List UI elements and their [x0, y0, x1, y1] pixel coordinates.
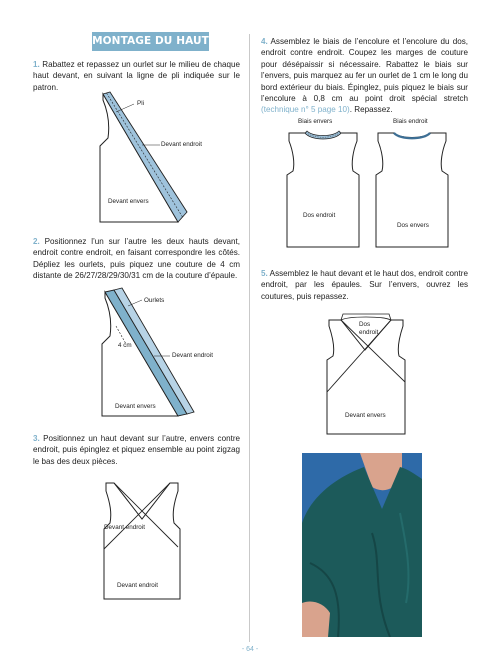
step-4-text: 4. Assemblez le biais de l’encolure et l’encolure du dos, endroit contre endroit. Coupez les marges de couture pour désépaissir si nécessaire. Rabattez le biais sur l’envers, puis marquez au fer un ourlet de 1 cm le long du bord extérieur du biais. Épinglez, puis piquez le biais sur l’encolure à 0,8 cm au point droit spécial stretch (technique n° 5 page 10). Repassez.	[261, 37, 469, 115]
label-devant-envers: Devant envers	[115, 403, 156, 410]
column-divider	[249, 34, 250, 642]
step-2-diagram	[92, 286, 242, 421]
label-dos-envers: Dos envers	[397, 222, 429, 229]
step-2-text: 2. Positionnez l’un sur l’autre les deux hauts devant, endroit contre endroit, en faisant correspondre les côtés. Dépliez les ourlets, puis piquez une couture de 4 cm distante de 26/27/28/29/30/31 cm de la couture d’épaule.	[33, 237, 241, 281]
step-4-number: 4.	[261, 37, 268, 46]
step-3-text: 3. Positionnez un haut devant sur l’autre, envers contre endroit, puis épinglez et piquez ensemble au point zigzag le bas des deux pièces.	[33, 434, 241, 466]
label-devant-envers: Devant envers	[345, 412, 386, 419]
label-biais-endroit: Biais endroit	[393, 118, 428, 125]
step-3-number: 3.	[33, 434, 40, 443]
label-devant-endroit: Devant endroit	[161, 141, 202, 148]
label-devant-endroit-a: Devant endroit	[104, 524, 145, 531]
model-photo-illustration	[302, 453, 422, 637]
label-dos-endroit: Dos endroit	[359, 321, 379, 336]
label-devant-endroit-b: Devant endroit	[117, 582, 158, 589]
model-photo	[302, 453, 422, 637]
step-1-text: 1. Rabattez et repassez un ourlet sur le milieu de chaque haut devant, en suivant la ligne de pli indiquée sur le patron.	[33, 60, 241, 92]
label-devant-envers: Devant envers	[108, 198, 149, 205]
step-2-number: 2.	[33, 237, 40, 246]
label-pli: Pli	[137, 100, 144, 107]
label-ourlets: Ourlets	[144, 297, 165, 304]
step-4-diagram-left	[283, 127, 363, 252]
page-number: - 64 -	[241, 646, 259, 653]
step-1-number: 1.	[33, 60, 40, 69]
step-5-number: 5.	[261, 269, 268, 278]
technique-link[interactable]: (technique n° 5 page 10)	[261, 105, 350, 115]
step-5-text: 5. Assemblez le haut devant et le haut dos, endroit contre endroit, par les épaules. Sur l’envers, ouvrez les coutures, puis repassez.	[261, 269, 468, 301]
section-title: MONTAGE DU HAUT	[92, 32, 209, 51]
label-4cm: 4 cm	[118, 342, 132, 349]
step-4-diagram-right	[372, 127, 452, 252]
label-devant-endroit: Devant endroit	[172, 352, 213, 359]
label-dos-endroit: Dos endroit	[303, 212, 336, 219]
label-biais-envers: Biais envers	[298, 118, 333, 125]
